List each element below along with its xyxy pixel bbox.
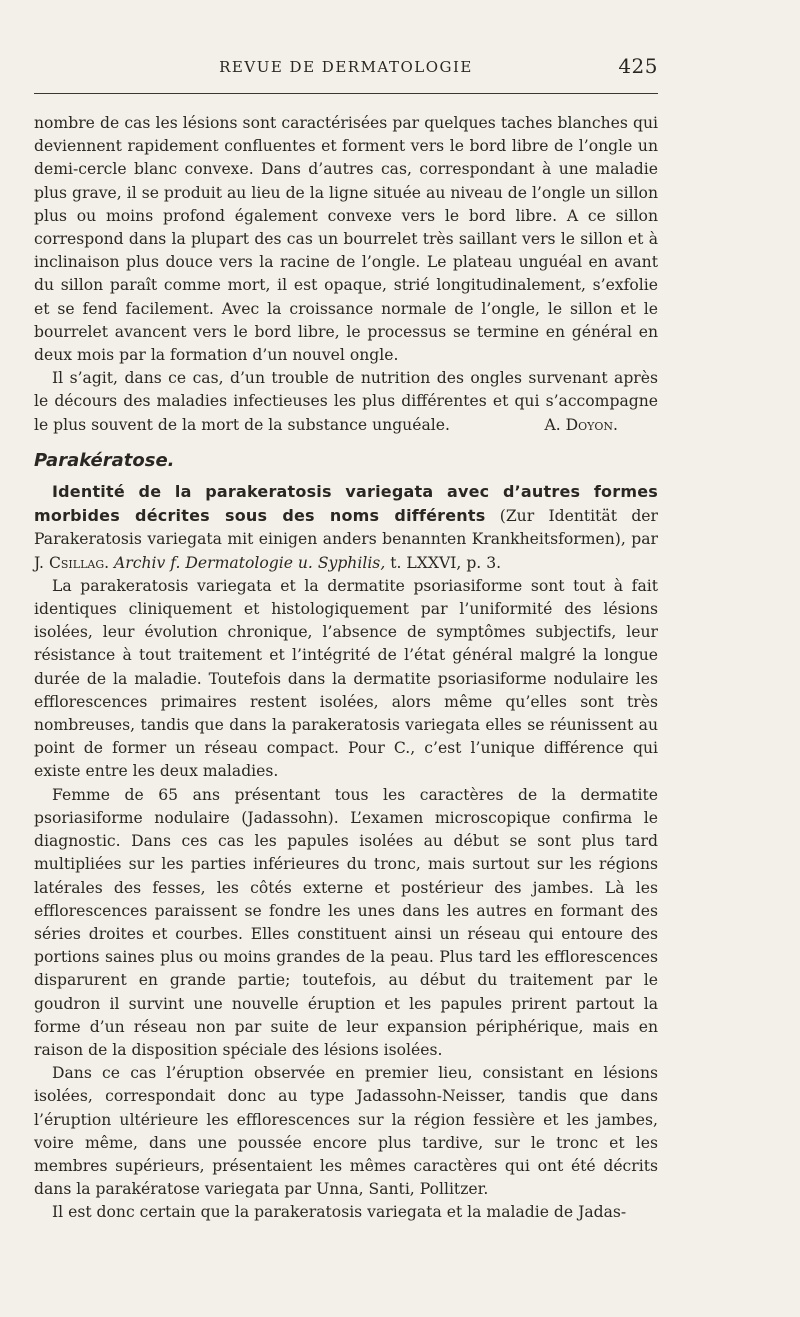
paragraph: nombre de cas les lésions sont caractérisées par quelques taches blanches qui deviennent rapidement confluentes et forment vers le bord libre de l’ongle un demi-cercle blanc convexe. Dans d’autres cas, correspondant à une maladie plus grave, il se produit au lieu de la ligne située au niveau de l’ongle un sillon plus ou moins profond également convexe vers le bord libre. A ce sillon correspond dans la plupart des cas un bourrelet très saillant vers le sillon et à inclinaison plus douce vers la racine de l’ongle. Le plateau unguéal en avant du sillon paraît comme mort, il est opaque, strié longitudinalement, s’exfolie et se fend facilement. Avec la croissance normale de l’ongle, le sillon et le bourrelet avancent vers le bord libre, le processus se termine en général en deux mois par la formation d’un nouvel ongle. bbox=[34, 114, 658, 365]
header-rule bbox=[34, 93, 658, 94]
paragraph: Il est donc certain que la parakeratosis variegata et la maladie de Jadas- bbox=[52, 1203, 627, 1222]
paragraph-with-signature bbox=[34, 367, 658, 437]
page-number: 425 bbox=[618, 54, 658, 78]
citation: t. LXXVI, p. 3. bbox=[390, 553, 502, 572]
page-header bbox=[34, 56, 658, 84]
signature: A. Doyon. bbox=[544, 415, 618, 434]
paragraph: La parakeratosis variegata et la dermatite psoriasiforme sont tout à fait identiques cliniquement et histologiquement par l’uniformité des lésions isolées, leur évolution chronique, l’absence de symptômes subjectifs, leur résistance à tout traitement et l’intégrité de l’état général malgré la longue durée de la maladie. Toutefois dans la dermatite psoriasiforme nodulaire les efflorescences primaires restent isolées, alors même qu’elles sont très nombreuses, tandis que dans la parakeratosis variegata elles se réunissent au point de former un réseau compact. Pour C., c’est l’unique différence qui existe entre les deux maladies. bbox=[34, 576, 658, 781]
article-heading bbox=[34, 480, 658, 575]
article-title: Identité de la parakeratosis variegata avec d’autres formes morbides décrites sous des noms différents bbox=[34, 482, 658, 526]
german-title: (Zur Identität der Parakeratosis variegata mit einigen anders benannten Krankheitsformen), bbox=[34, 507, 658, 549]
author: Csillag. bbox=[48, 553, 110, 572]
running-title: REVUE DE DERMATOLOGIE bbox=[219, 58, 473, 76]
body-text bbox=[34, 112, 658, 1225]
paragraph: Dans ce cas l’éruption observée en premier lieu, consistant en lésions isolées, correspondait donc au type Jadassohn-Neisser, tandis que dans l’éruption ultérieure les efflorescences sur la région fessière et les jambes, voire même, dans une poussée encore plus tardive, sur le tronc et les membres supérieurs, présentaient les mêmes caractères qui ont été décrits dans la parakératose variegata par Unna, Santi, Pollitzer. bbox=[34, 1064, 658, 1199]
by-label: par J. bbox=[34, 530, 658, 572]
paragraph: Femme de 65 ans présentant tous les caractères de la dermatite psoriasiforme nodulaire (Jadassohn). L’examen microscopique confirma le diagnostic. Dans ces cas les papules isolées au début se sont plus tard multipliées sur les parties inférieures du tronc, mais surtout sur les régions latérales des fesses, les côtés externe et postérieur des jambes. Là les efflorescences paraissent se fondre les unes dans les autres en formant des séries droites et courbes. Elles constituent ainsi un réseau qui entoure des portions saines plus ou moins grandes de la peau. Plus tard les efflorescences disparurent en grande partie; toutefois, au début du traitement par le goudron il survint une nouvelle éruption et les papules prirent partout la forme d’un réseau non par suite de leur expansion périphérique, mais en raison de la disposition spéciale des lésions isolées. bbox=[34, 785, 658, 1059]
section-title: Parakératose. bbox=[34, 449, 175, 471]
paragraph-text: Il s’agit, dans ce cas, d’un trouble de nutrition des ongles survenant après le décours des maladies infectieuses les plus différentes et qui s’accompagne le plus souvent de la mort de la substance unguéale. bbox=[34, 369, 658, 434]
journal: Archiv f. Dermatologie u. Syphilis, bbox=[114, 553, 386, 572]
